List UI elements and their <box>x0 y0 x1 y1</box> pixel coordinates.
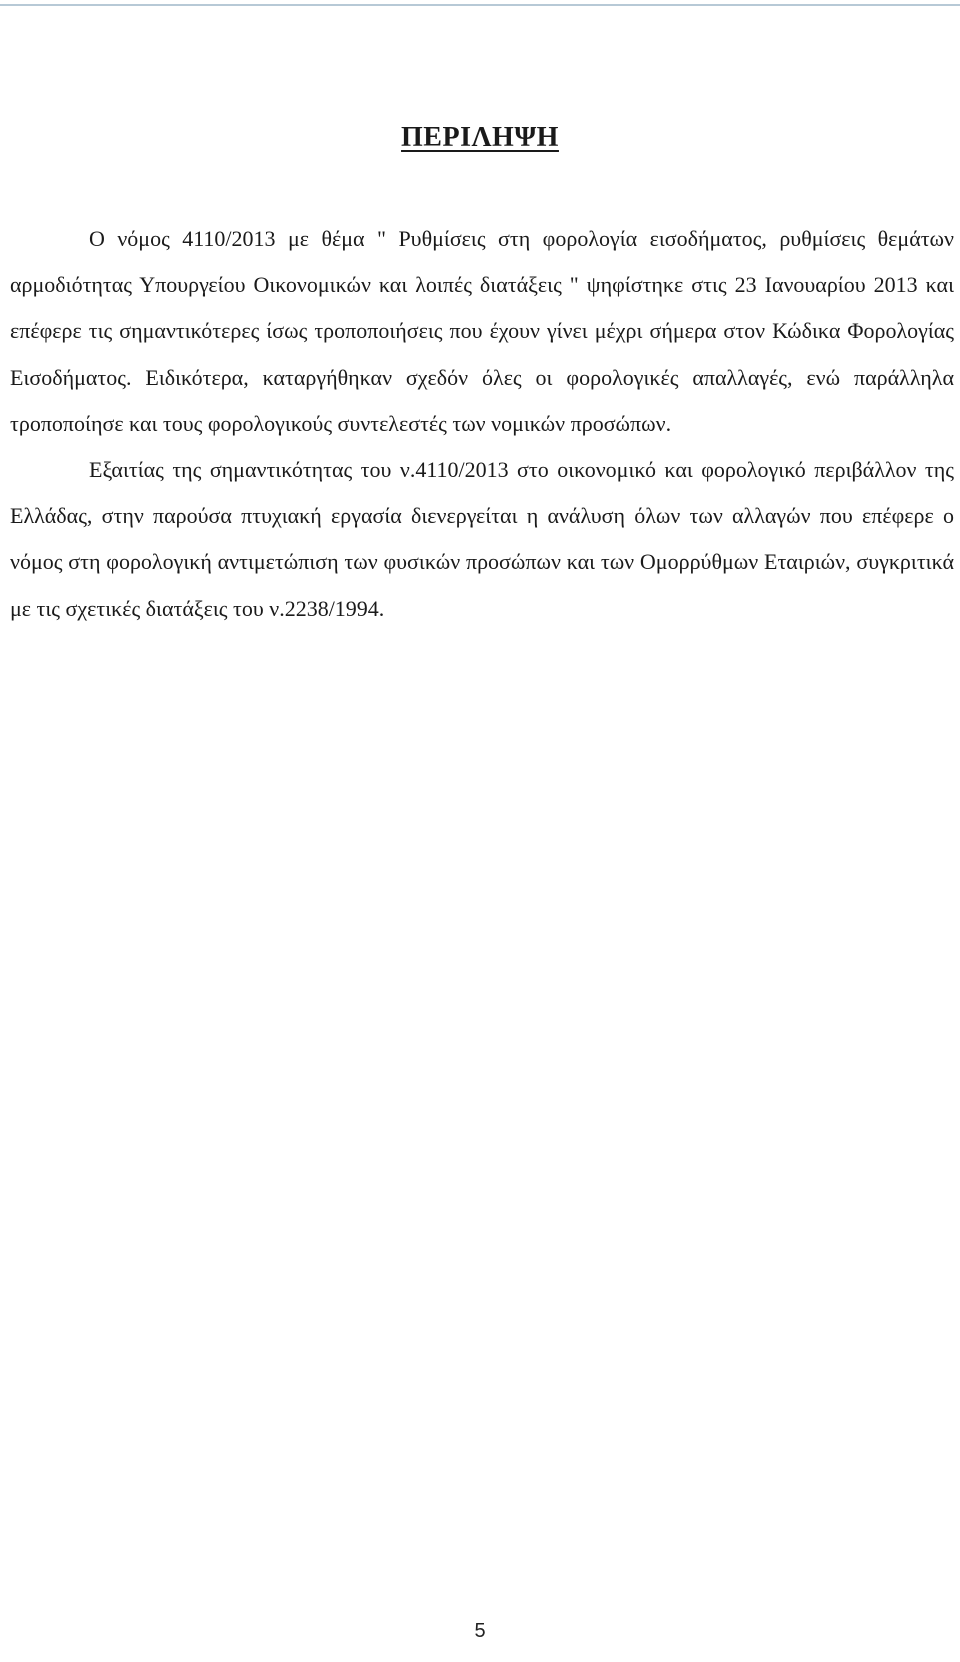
abstract-body <box>10 216 954 632</box>
paragraph-thesis-scope: Εξαιτίας της σημαντικότητας του ν.4110/2013 στο οικονομικό και φορολογικό περιβάλλον της Ελλάδας, στην παρούσα πτυχιακή εργασία διενεργείται η ανάλυση όλων των αλλαγών που επέφερε ο νόμος στη φορολογική αντιμετώπιση των φυσικών προσώπων και των Ομορρύθμων Εταιριών, συγκριτικά με τις σχετικές διατάξεις του ν.2238/1994. <box>10 457 954 621</box>
page-title: ΠΕΡΙΛΗΨΗ <box>401 122 559 153</box>
paragraph-law-overview: Ο νόμος 4110/2013 με θέμα " Ρυθμίσεις στη φορολογία εισοδήματος, ρυθμίσεις θεμάτων αρμοδιότητας Υπουργείου Οικονομικών και λοιπές διατάξεις " ψηφίστηκε στις 23 Ιανουαρίου 2013 και επέφερε τις σημαντικότερες ίσως τροποποιήσεις που έχουν γίνει μέχρι σήμερα στον Κώδικα Φορολογίας Εισοδήματος. Ειδικότερα, καταργήθηκαν σχεδόν όλες οι φορολογικές απαλλαγές, ενώ παράλληλα τροποποίησε και τους φορολογικούς συντελεστές των νομικών προσώπων. <box>10 226 954 436</box>
top-border-line <box>0 4 960 6</box>
page-number: 5 <box>474 1620 486 1642</box>
